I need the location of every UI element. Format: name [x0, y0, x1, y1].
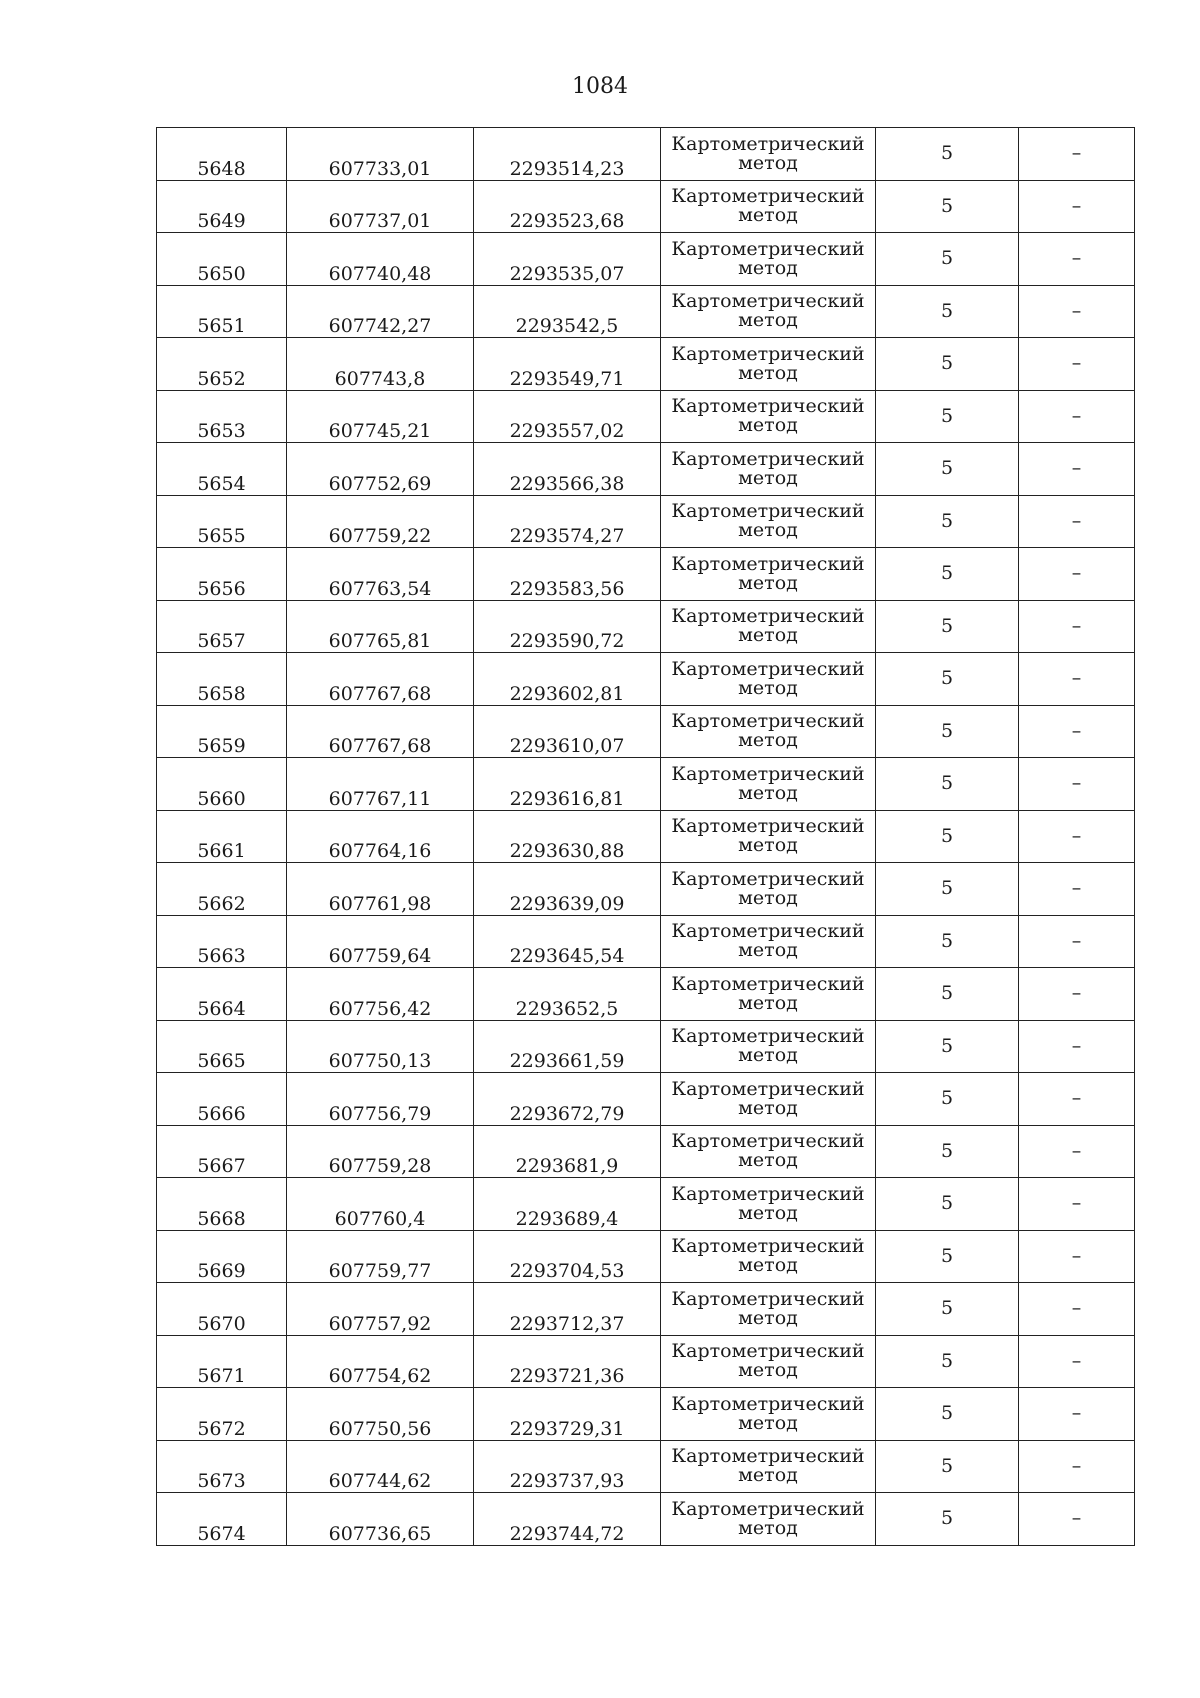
method-cell — [661, 443, 876, 496]
accuracy-cell: 5 — [876, 653, 1019, 706]
method-cell — [661, 180, 876, 233]
x-coordinate-cell: 607756,42 — [287, 968, 474, 1021]
method-label-line1: Картометрический — [671, 290, 865, 313]
note-cell: – — [1019, 1440, 1135, 1493]
method-label-line1: Картометрический — [671, 395, 865, 418]
method-cell — [661, 285, 876, 338]
y-coordinate-cell: 2293574,27 — [474, 495, 661, 548]
accuracy-cell: 5 — [876, 1440, 1019, 1493]
method-label-line1: Картометрический — [671, 657, 865, 680]
x-coordinate-cell: 607761,98 — [287, 863, 474, 916]
accuracy-cell: 5 — [876, 443, 1019, 496]
x-coordinate-cell: 607765,81 — [287, 600, 474, 653]
method-cell — [661, 1020, 876, 1073]
accuracy-cell: 5 — [876, 233, 1019, 286]
note-cell: – — [1019, 443, 1135, 496]
note-cell: – — [1019, 1020, 1135, 1073]
method-cell — [661, 1440, 876, 1493]
method-label-line1: Картометрический — [671, 1497, 865, 1520]
accuracy-cell: 5 — [876, 1335, 1019, 1388]
point-number-cell: 5649 — [157, 180, 287, 233]
note-cell: – — [1019, 285, 1135, 338]
y-coordinate-cell: 2293630,88 — [474, 810, 661, 863]
method-cell — [661, 1493, 876, 1546]
table-row — [157, 1335, 1135, 1388]
method-label-line1: Картометрический — [671, 237, 865, 260]
table-row — [157, 1020, 1135, 1073]
method-cell — [661, 810, 876, 863]
y-coordinate-cell: 2293729,31 — [474, 1388, 661, 1441]
method-label-line2: метод — [738, 886, 798, 909]
method-label-line1: Картометрический — [671, 1025, 865, 1048]
accuracy-cell: 5 — [876, 705, 1019, 758]
point-number-cell: 5664 — [157, 968, 287, 1021]
table-row — [157, 233, 1135, 286]
table-row — [157, 495, 1135, 548]
point-number-cell: 5652 — [157, 338, 287, 391]
x-coordinate-cell: 607737,01 — [287, 180, 474, 233]
point-number-cell: 5662 — [157, 863, 287, 916]
method-label-line2: метод — [738, 781, 798, 804]
note-cell: – — [1019, 705, 1135, 758]
y-coordinate-cell: 2293523,68 — [474, 180, 661, 233]
accuracy-cell: 5 — [876, 390, 1019, 443]
x-coordinate-cell: 607750,13 — [287, 1020, 474, 1073]
table-row — [157, 1493, 1135, 1546]
y-coordinate-cell: 2293616,81 — [474, 758, 661, 811]
page-number: 1084 — [572, 74, 628, 99]
note-cell: – — [1019, 1073, 1135, 1126]
note-cell: – — [1019, 758, 1135, 811]
x-coordinate-cell: 607744,62 — [287, 1440, 474, 1493]
accuracy-cell: 5 — [876, 180, 1019, 233]
method-cell — [661, 653, 876, 706]
method-label-line1: Картометрический — [671, 1130, 865, 1153]
method-cell — [661, 1178, 876, 1231]
table-row — [157, 653, 1135, 706]
method-cell — [661, 1230, 876, 1283]
method-label-line2: метод — [738, 1359, 798, 1382]
method-cell — [661, 1388, 876, 1441]
point-number-cell: 5659 — [157, 705, 287, 758]
table-row — [157, 128, 1135, 181]
table-row — [157, 285, 1135, 338]
x-coordinate-cell: 607736,65 — [287, 1493, 474, 1546]
y-coordinate-cell: 2293590,72 — [474, 600, 661, 653]
method-label-line2: метод — [738, 519, 798, 542]
accuracy-cell: 5 — [876, 863, 1019, 916]
note-cell: – — [1019, 390, 1135, 443]
method-cell — [661, 390, 876, 443]
method-label-line1: Картометрический — [671, 1077, 865, 1100]
x-coordinate-cell: 607740,48 — [287, 233, 474, 286]
y-coordinate-cell: 2293681,9 — [474, 1125, 661, 1178]
y-coordinate-cell: 2293652,5 — [474, 968, 661, 1021]
table-row — [157, 1283, 1135, 1336]
coordinates-table — [156, 127, 1135, 1546]
x-coordinate-cell: 607767,11 — [287, 758, 474, 811]
table-row — [157, 390, 1135, 443]
point-number-cell: 5673 — [157, 1440, 287, 1493]
y-coordinate-cell: 2293549,71 — [474, 338, 661, 391]
note-cell: – — [1019, 600, 1135, 653]
point-number-cell: 5667 — [157, 1125, 287, 1178]
y-coordinate-cell: 2293712,37 — [474, 1283, 661, 1336]
note-cell: – — [1019, 128, 1135, 181]
accuracy-cell: 5 — [876, 548, 1019, 601]
method-label-line2: метод — [738, 1096, 798, 1119]
x-coordinate-cell: 607760,4 — [287, 1178, 474, 1231]
x-coordinate-cell: 607743,8 — [287, 338, 474, 391]
method-cell — [661, 1283, 876, 1336]
point-number-cell: 5661 — [157, 810, 287, 863]
x-coordinate-cell: 607759,22 — [287, 495, 474, 548]
y-coordinate-cell: 2293542,5 — [474, 285, 661, 338]
method-label-line1: Картометрический — [671, 605, 865, 628]
y-coordinate-cell: 2293535,07 — [474, 233, 661, 286]
x-coordinate-cell: 607767,68 — [287, 653, 474, 706]
method-label-line2: метод — [738, 414, 798, 437]
method-label-line1: Картометрический — [671, 132, 865, 155]
accuracy-cell: 5 — [876, 1125, 1019, 1178]
x-coordinate-cell: 607759,77 — [287, 1230, 474, 1283]
method-cell — [661, 915, 876, 968]
table-row — [157, 1230, 1135, 1283]
table-row — [157, 1178, 1135, 1231]
table-row — [157, 863, 1135, 916]
point-number-cell: 5666 — [157, 1073, 287, 1126]
method-label-line2: метод — [738, 1464, 798, 1487]
method-label-line1: Картометрический — [671, 342, 865, 365]
x-coordinate-cell: 607767,68 — [287, 705, 474, 758]
x-coordinate-cell: 607759,64 — [287, 915, 474, 968]
point-number-cell: 5672 — [157, 1388, 287, 1441]
table-row — [157, 758, 1135, 811]
x-coordinate-cell: 607759,28 — [287, 1125, 474, 1178]
method-label-line2: метод — [738, 676, 798, 699]
x-coordinate-cell: 607756,79 — [287, 1073, 474, 1126]
method-label-line2: метод — [738, 1516, 798, 1539]
method-label-line2: метод — [738, 204, 798, 227]
method-label-line1: Картометрический — [671, 500, 865, 523]
method-label-line2: метод — [738, 1254, 798, 1277]
x-coordinate-cell: 607757,92 — [287, 1283, 474, 1336]
point-number-cell: 5658 — [157, 653, 287, 706]
note-cell: – — [1019, 1230, 1135, 1283]
method-label-line2: метод — [738, 466, 798, 489]
accuracy-cell: 5 — [876, 915, 1019, 968]
point-number-cell: 5650 — [157, 233, 287, 286]
method-label-line2: метод — [738, 939, 798, 962]
method-label-line2: метод — [738, 624, 798, 647]
method-label-line2: метод — [738, 361, 798, 384]
method-label-line1: Картометрический — [671, 552, 865, 575]
table-row — [157, 1073, 1135, 1126]
method-label-line1: Картометрический — [671, 972, 865, 995]
note-cell: – — [1019, 233, 1135, 286]
y-coordinate-cell: 2293661,59 — [474, 1020, 661, 1073]
point-number-cell: 5665 — [157, 1020, 287, 1073]
point-number-cell: 5663 — [157, 915, 287, 968]
table-row — [157, 968, 1135, 1021]
method-cell — [661, 548, 876, 601]
note-cell: – — [1019, 548, 1135, 601]
note-cell: – — [1019, 968, 1135, 1021]
method-label-line2: метод — [738, 256, 798, 279]
method-cell — [661, 495, 876, 548]
method-label-line1: Картометрический — [671, 1340, 865, 1363]
method-cell — [661, 128, 876, 181]
table-row — [157, 1125, 1135, 1178]
note-cell: – — [1019, 1178, 1135, 1231]
note-cell: – — [1019, 180, 1135, 233]
accuracy-cell: 5 — [876, 1230, 1019, 1283]
y-coordinate-cell: 2293737,93 — [474, 1440, 661, 1493]
accuracy-cell: 5 — [876, 285, 1019, 338]
method-cell — [661, 863, 876, 916]
point-number-cell: 5657 — [157, 600, 287, 653]
table-body — [157, 128, 1135, 1546]
accuracy-cell: 5 — [876, 1073, 1019, 1126]
point-number-cell: 5671 — [157, 1335, 287, 1388]
y-coordinate-cell: 2293744,72 — [474, 1493, 661, 1546]
table-row — [157, 1388, 1135, 1441]
method-cell — [661, 1073, 876, 1126]
method-label-line2: метод — [738, 1201, 798, 1224]
point-number-cell: 5654 — [157, 443, 287, 496]
point-number-cell: 5655 — [157, 495, 287, 548]
method-label-line1: Картометрический — [671, 1235, 865, 1258]
method-label-line1: Картометрический — [671, 447, 865, 470]
note-cell: – — [1019, 863, 1135, 916]
accuracy-cell: 5 — [876, 600, 1019, 653]
table-row — [157, 180, 1135, 233]
method-label-line1: Картометрический — [671, 920, 865, 943]
table-row — [157, 1440, 1135, 1493]
x-coordinate-cell: 607742,27 — [287, 285, 474, 338]
accuracy-cell: 5 — [876, 338, 1019, 391]
note-cell: – — [1019, 1493, 1135, 1546]
x-coordinate-cell: 607764,16 — [287, 810, 474, 863]
y-coordinate-cell: 2293639,09 — [474, 863, 661, 916]
table-row — [157, 338, 1135, 391]
point-number-cell: 5670 — [157, 1283, 287, 1336]
method-cell — [661, 705, 876, 758]
method-label-line2: метод — [738, 991, 798, 1014]
y-coordinate-cell: 2293645,54 — [474, 915, 661, 968]
point-number-cell: 5648 — [157, 128, 287, 181]
y-coordinate-cell: 2293583,56 — [474, 548, 661, 601]
method-label-line2: метод — [738, 571, 798, 594]
accuracy-cell: 5 — [876, 810, 1019, 863]
x-coordinate-cell: 607763,54 — [287, 548, 474, 601]
method-label-line2: метод — [738, 1149, 798, 1172]
y-coordinate-cell: 2293704,53 — [474, 1230, 661, 1283]
method-cell — [661, 600, 876, 653]
method-label-line2: метод — [738, 834, 798, 857]
method-cell — [661, 758, 876, 811]
method-cell — [661, 1125, 876, 1178]
method-cell — [661, 338, 876, 391]
table-row — [157, 705, 1135, 758]
method-label-line1: Картометрический — [671, 1287, 865, 1310]
point-number-cell: 5668 — [157, 1178, 287, 1231]
x-coordinate-cell: 607733,01 — [287, 128, 474, 181]
y-coordinate-cell: 2293566,38 — [474, 443, 661, 496]
method-label-line1: Картометрический — [671, 710, 865, 733]
table-row — [157, 915, 1135, 968]
table-row — [157, 810, 1135, 863]
accuracy-cell: 5 — [876, 1020, 1019, 1073]
method-cell — [661, 233, 876, 286]
note-cell: – — [1019, 1283, 1135, 1336]
y-coordinate-cell: 2293672,79 — [474, 1073, 661, 1126]
method-label-line1: Картометрический — [671, 1392, 865, 1415]
method-label-line1: Картометрический — [671, 185, 865, 208]
y-coordinate-cell: 2293610,07 — [474, 705, 661, 758]
y-coordinate-cell: 2293689,4 — [474, 1178, 661, 1231]
accuracy-cell: 5 — [876, 968, 1019, 1021]
method-label-line2: метод — [738, 151, 798, 174]
accuracy-cell: 5 — [876, 1283, 1019, 1336]
y-coordinate-cell: 2293721,36 — [474, 1335, 661, 1388]
note-cell: – — [1019, 338, 1135, 391]
table-row — [157, 600, 1135, 653]
point-number-cell: 5651 — [157, 285, 287, 338]
point-number-cell: 5653 — [157, 390, 287, 443]
y-coordinate-cell: 2293514,23 — [474, 128, 661, 181]
note-cell: – — [1019, 810, 1135, 863]
x-coordinate-cell: 607754,62 — [287, 1335, 474, 1388]
y-coordinate-cell: 2293602,81 — [474, 653, 661, 706]
note-cell: – — [1019, 915, 1135, 968]
method-label-line1: Картометрический — [671, 815, 865, 838]
point-number-cell: 5656 — [157, 548, 287, 601]
note-cell: – — [1019, 653, 1135, 706]
accuracy-cell: 5 — [876, 1493, 1019, 1546]
point-number-cell: 5660 — [157, 758, 287, 811]
note-cell: – — [1019, 1388, 1135, 1441]
accuracy-cell: 5 — [876, 1388, 1019, 1441]
accuracy-cell: 5 — [876, 495, 1019, 548]
note-cell: – — [1019, 1125, 1135, 1178]
x-coordinate-cell: 607752,69 — [287, 443, 474, 496]
method-cell — [661, 1335, 876, 1388]
point-number-cell: 5674 — [157, 1493, 287, 1546]
point-number-cell: 5669 — [157, 1230, 287, 1283]
accuracy-cell: 5 — [876, 128, 1019, 181]
accuracy-cell: 5 — [876, 1178, 1019, 1231]
x-coordinate-cell: 607745,21 — [287, 390, 474, 443]
method-cell — [661, 968, 876, 1021]
note-cell: – — [1019, 495, 1135, 548]
method-label-line2: метод — [738, 1411, 798, 1434]
method-label-line1: Картометрический — [671, 762, 865, 785]
table-row — [157, 443, 1135, 496]
method-label-line1: Картометрический — [671, 867, 865, 890]
method-label-line2: метод — [738, 1044, 798, 1067]
note-cell: – — [1019, 1335, 1135, 1388]
accuracy-cell: 5 — [876, 758, 1019, 811]
method-label-line2: метод — [738, 729, 798, 752]
x-coordinate-cell: 607750,56 — [287, 1388, 474, 1441]
method-label-line2: метод — [738, 309, 798, 332]
method-label-line1: Картометрический — [671, 1182, 865, 1205]
table-row — [157, 548, 1135, 601]
y-coordinate-cell: 2293557,02 — [474, 390, 661, 443]
method-label-line1: Картометрический — [671, 1445, 865, 1468]
method-label-line2: метод — [738, 1306, 798, 1329]
